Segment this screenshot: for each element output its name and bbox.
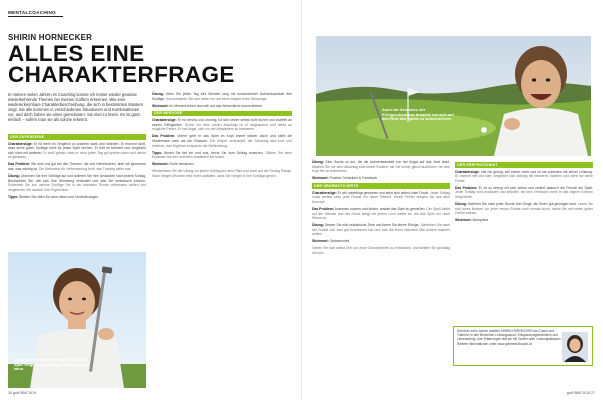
label-stichwort-5: Stichwort: bbox=[455, 218, 472, 223]
text-problem-4: Er ist zu streng mit sich selbst und verliert dadurch die Freude am Spiel. bbox=[478, 185, 594, 190]
text-uebung: Zeichnen Sie Ihre Schläge auf und notieren Sie Ihre Gedanken nach jedem Schlag. Beobachten Sie, wie sich Ihre Stimmung verändert und was Sie verbessern können. bbox=[8, 173, 146, 183]
right-column-1: Übung: Eine Sache zu tun, die die Aufmerksamkeit von der Angst auf das Jetzt lenkt. Machen Sie vor dem Abschlag eine kleine Routine, die Sie immer gleich ausführen, um den Kopf frei zu bekommen. Stichwort: Positive Gedanken & Feedback DER ÜBERMOTIVIERTE Charakterzüge: Er will unbedingt gewinnen und setzt sich selbst unter Druck. Jeder Schlag muss perfekt sein, jede Runde ein neuer Rekord. Kleine Fehler bringen ihn aus dem Konzept. Das Problem: Ausreden suchen und finden, anstatt das Spiel zu genießen. Der Spaß bleibt auf der Strecke und der Druck steigt mit jedem Loch weiter an, bis das Spiel nur noch Stress ist. Übung: Setzen Sie sich realistische Ziele und feiern Sie kleine Erfolge. Schreiben Sie nach der Runde auf, was gut funktioniert hat und was Sie beim nächsten Mal anders machen wollen. Stichwort: Gelassenheit Geben Sie sich selbst Zeit, um neue Gewohnheiten zu entwickeln, und bleiben Sie geduldig mit sich. bbox=[312, 160, 451, 255]
author-portrait-image bbox=[562, 332, 588, 362]
label-charakterzuege-4: Charakterzüge: bbox=[455, 169, 480, 174]
label-problem-2: Das Problem: bbox=[152, 134, 176, 139]
article-headline bbox=[8, 43, 238, 85]
headline-line-2: CHARAKTERFRAGE bbox=[8, 62, 235, 87]
right-page bbox=[302, 0, 603, 400]
label-problem-4: Das Problem: bbox=[455, 185, 478, 190]
label-stichwort-4: Stichwort: bbox=[312, 239, 329, 244]
left-column-2: Übung: Üben Sie jeden Tag fünf Minuten lang mit konzentrierter Aufmerksamkeit Ihre Schläge. Konzentrieren Sie sich dabei nur auf einen Aspekt Ihres Schwungs. Stichwort: Im Moment leben und sich auf das Wesentliche konzentrieren. DER NERVÖSE Charakterzüge: Er ist nervös und unruhig, ist sich seiner selbst nicht sicher und zweifelt an seinen Fähigkeiten. Schon vor dem ersten Abschlag ist er angespannt und denkt an mögliche Fehler. Er hat Angst, sich vor den Mitspielern zu blamieren. Das Problem: Vorher geht er das Spiel im Kopf immer wieder durch und sieht die Hindernisse mehr als die Chancen. Der Körper verkrampft, der Schwung wird kurz und hektisch, das Ergebnis entspricht der Befürchtung. Tipps: Atmen Sie tief ein und aus, bevor Sie zum Schlag ansetzen. Zählen Sie beim Einatmen bis vier und beim Ausatmen bis sechs. Stichwort: Ruhe bewahren. Wiederholen Sie die Übung vor jedem Schlag auf dem Platz und auch auf der Driving Range. Nach einigen Wochen wird Ihnen auffallen, dass Sie ruhiger in Ihre Schläge gehen. bbox=[152, 92, 292, 178]
text-charakterzuege: Er ist mehr im Vergleich zu anderen stark und motiviert. Er erkennt nicht, dass seine guten Schläge nicht für jedes Spiel reichen. Er lebt im Moment und vergleicht sich nicht mit anderen. bbox=[8, 141, 146, 155]
text-stichwort-5: Akzeptanz bbox=[472, 218, 489, 223]
label-uebung-4: Übung: bbox=[312, 223, 324, 228]
label-charakterzuege: Charakterzüge: bbox=[8, 141, 33, 146]
label-stichwort: Stichwort: bbox=[152, 103, 169, 108]
label-uebung-3: Übung: bbox=[312, 160, 324, 164]
text-uebung-3: Eine Sache zu tun, die die Aufmerksamkeit von der Angst auf das Jetzt lenkt. bbox=[325, 160, 450, 164]
text-charakterzuege-3: Er will unbedingt gewinnen und setzt sich selbst unter Druck. bbox=[337, 190, 430, 195]
left-page bbox=[0, 0, 301, 400]
rubric-underline bbox=[8, 16, 63, 17]
label-tipps-2: Tipps: bbox=[152, 150, 163, 155]
photo-caption-right: Auch ein Gewinner, der Erfolgserlebnisse braucht, um sich auf den Rest des Spiels zu konzentrieren. bbox=[382, 107, 454, 122]
label-uebung-2: Übung: bbox=[152, 92, 164, 96]
text-uebung-5: Notieren Sie nach jeder Runde drei Dinge, die Ihnen gut gelungen sind. bbox=[467, 201, 577, 206]
right-column-2: DER PERFEKTIONIST Charakterzüge: Hat nie genug, will immer mehr und ist nie zufrieden mit seiner Leistung. Er trainiert viel und hart, vergleicht sich ständig mit besseren Spielern und sieht nur seine Fehler. Das Problem: Er ist zu streng mit sich selbst und verliert dadurch die Freude am Spiel. Jeder Schlag wird analysiert und kritisiert, bis kein Vertrauen mehr in das eigene Können übrig bleibt. Übung: Notieren Sie nach jeder Runde drei Dinge, die Ihnen gut gelungen sind. Lesen Sie sich diese Notizen vor jeder neuen Runde noch einmal durch, damit Sie mit einem guten Gefühl starten. Stichwort: Akzeptanz bbox=[455, 162, 594, 223]
label-stichwort-3: Stichwort: bbox=[312, 176, 329, 181]
label-tipps: Tipps: bbox=[8, 194, 19, 199]
text-tipps-2: Atmen Sie tief ein und aus, bevor Sie zum Schlag ansetzen. bbox=[163, 150, 264, 155]
text-stichwort-2: Ruhe bewahren. bbox=[169, 162, 195, 167]
folio-right: golf! BMI 2019 27 bbox=[566, 391, 595, 395]
text-stichwort-3: Positive Gedanken & Feedback bbox=[329, 176, 378, 181]
golfer-photo-right bbox=[316, 36, 591, 156]
text-charakterzuege-4: Hat nie genug, will immer mehr und ist nie zufrieden mit seiner Leistung. bbox=[480, 169, 593, 174]
text-problem: Wir sind uns gut bei den Themen, die uns interessieren, aber wir ignorieren das, was wichtig ist. bbox=[8, 162, 146, 171]
label-uebung-5: Übung: bbox=[455, 201, 467, 206]
golfer-course-illustration bbox=[316, 36, 591, 156]
label-stichwort-2: Stichwort: bbox=[152, 162, 169, 167]
subhead-uebermotivierte: DER ÜBERMOTIVIERTE bbox=[312, 183, 450, 189]
text-problem-3: Ausreden suchen und finden, anstatt das Spiel zu genießen. bbox=[334, 206, 426, 211]
author-portrait bbox=[562, 332, 588, 362]
golfer-photo-left bbox=[8, 252, 146, 388]
text-stichwort: Im Moment leben und sich auf das Wesentliche konzentrieren. bbox=[169, 103, 264, 108]
photo-caption-left: Ein typischer Charakterzug, der sich im Spiel zeigt und im Alltag erkannt werden kann. bbox=[14, 357, 89, 372]
subhead-nervoese: DER NERVÖSE bbox=[152, 111, 292, 117]
label-problem: Das Problem: bbox=[8, 162, 31, 167]
headline-line-1: ALLES EINE bbox=[8, 41, 145, 66]
lead-paragraph: In meinen vielen Jahren im Coaching konnte ich immer wieder gewisse wiederkehrende Themen bei meinen Golfern erkennen. Wie eine wiedererkennbare Charakterbeschreibung, die sich in bestimmten Mustern zeigt. Sie alle kommen in verschiedenen Situationen und Kombinationen vor, und doch haben sie eines gemeinsam: Sie sind zu lösen. Es ist ganz einfach – sofern man sie als solche erkennt. bbox=[8, 92, 144, 123]
text-problem-2: Vorher geht er das Spiel im Kopf immer wieder durch und sieht die Hindernisse mehr als die Chancen. bbox=[152, 134, 292, 143]
label-charakterzuege-2: Charakterzüge: bbox=[152, 118, 177, 123]
label-charakterzuege-3: Charakterzüge: bbox=[312, 190, 337, 195]
author-info-box bbox=[453, 326, 593, 366]
text-charakterzuege-2: Er ist nervös und unruhig, ist sich seiner selbst nicht sicher und zweifelt an seinen Fähigkeiten. bbox=[152, 118, 292, 127]
text-uebung-2: Üben Sie jeden Tag fünf Minuten lang mit konzentrierter Aufmerksamkeit Ihre Schläge. bbox=[152, 92, 292, 101]
label-problem-3: Das Problem: bbox=[312, 206, 334, 211]
text-tipps: Bleiben Sie offen für neue Ideen und Veränderungen. bbox=[19, 194, 100, 199]
subhead-zufriedene: DER ZUFRIEDENE bbox=[8, 134, 146, 140]
section-rubric: MENTALCOACHING bbox=[8, 10, 57, 15]
text-uebung-4: Setzen Sie sich realistische Ziele und feiern Sie kleine Erfolge. bbox=[324, 223, 420, 228]
author-bio: Seit über zehn Jahren arbeitet SHIRIN HORNECKER als Coach und Trainerin in den Bereichen Leistungssport, Entspannungstechniken und Lebenserfolg. Ihre Erfahrungen teilt sie mit Golfern aller Leistungsklassen. Weitere Informationen unter www.golfmentalcoach.at bbox=[457, 329, 562, 346]
subhead-perfektionist: DER PERFEKTIONIST bbox=[455, 162, 593, 168]
label-uebung: Übung: bbox=[8, 173, 20, 178]
author-name: SHIRIN HORNECKER bbox=[8, 33, 93, 42]
text-stichwort-4: Gelassenheit bbox=[329, 239, 350, 244]
folio-left: 34 golf! BMI 2019 bbox=[8, 391, 37, 395]
left-column-1: DER ZUFRIEDENE Charakterzüge: Er ist mehr im Vergleich zu anderen stark und motiviert. Er erkennt nicht, dass seine guten Schläge nicht für jedes Spiel reichen. Er lebt im Moment und vergleicht sich nicht mit anderen. Er weiß genau, dass er nicht jeden Tag gut spielen kann und nimmt es gelassen. Das Problem: Wir sind uns gut bei den Themen, die uns interessieren, aber wir ignorieren das, was wichtig ist. Die Motivation für Verbesserung fehlt, das Training bleibt aus. Übung: Zeichnen Sie Ihre Schläge auf und notieren Sie Ihre Gedanken nach jedem Schlag. Beobachten Sie, wie sich Ihre Stimmung verändert und was Sie verbessern können. Schreiben Sie auf, welche Schläge Sie in der nächsten Runde verbessern wollen und vergleichen Sie danach Ihre Ergebnisse. Tipps: Bleiben Sie offen für neue Ideen und Veränderungen. bbox=[8, 134, 146, 199]
